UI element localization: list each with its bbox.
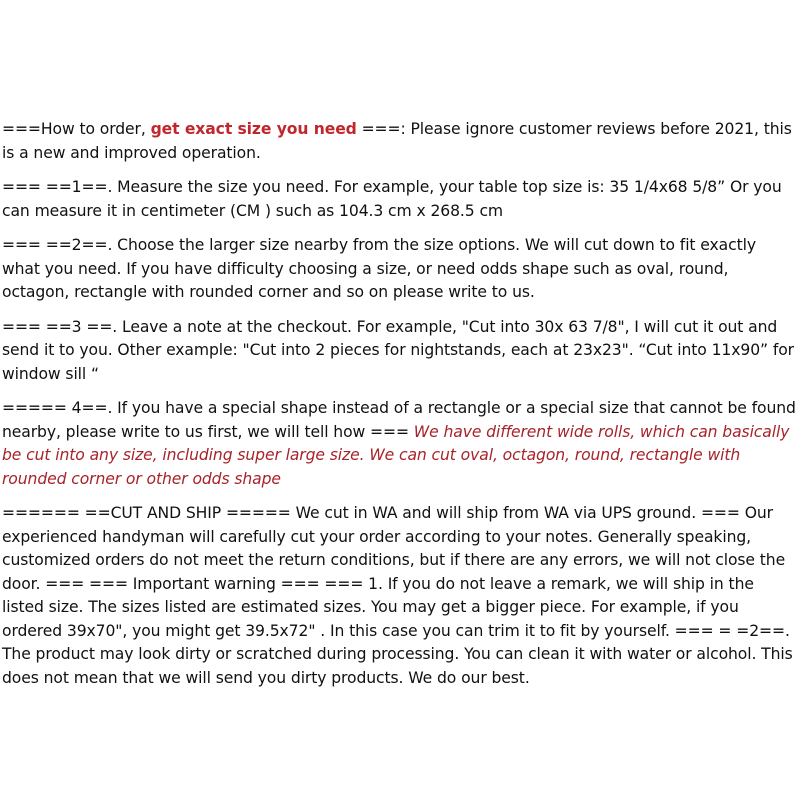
how-to-order-note: ===: Please ignore customer reviews before 2021, this is a new and improved operation. <box>2 120 792 162</box>
step-4-text: ===== 4==. If you have a special shape instead of a rectangle or a special size that cannot be found nearby, please write to us first, we will tell how === <box>2 399 796 441</box>
step-2-paragraph: === ==2==. Choose the larger size nearby from the size options. We will cut down to fit exactly what you need. If you have difficulty choosing a size, or need odds shape such as oval, round, octagon, rectangle with rounded corner and so on please write to us. <box>2 236 756 301</box>
how-to-order-lead: ===How to order, <box>2 120 151 138</box>
exact-size-highlight: get exact size you need <box>150 120 357 138</box>
how-to-order-paragraph <box>2 118 798 165</box>
order-instructions-document <box>2 118 798 701</box>
step-1-paragraph: === ==1==. Measure the size you need. For example, your table top size is: 35 1/4x68 5/8” Or you can measure it in centimeter (CM ) such as 104.3 cm x 268.5 cm <box>2 178 782 220</box>
step-4-paragraph <box>2 397 798 491</box>
step-3-paragraph: === ==3 ==. Leave a note at the checkout. For example, "Cut into 30x 63 7/8", I will cut it out and send it to you. Other example: "Cut into 2 pieces for nightstands, each at 23x23". “Cut into 11x90” for window sill “ <box>2 317 794 383</box>
cut-and-ship-paragraph: ====== ==CUT AND SHIP ===== We cut in WA and will ship from WA via UPS ground. === Our experienced handyman will carefully cut your order according to your notes. Generally speaking, customized orders do not meet the return conditions, but if there are any errors, we will not close the door. === === Important warning === === 1. If you do not leave a remark, we will ship in the listed size. The sizes listed are estimated sizes. You may get a bigger piece. For example, if you ordered 39x70", you might get 39.5x72" . In this case you can trim it to fit by yourself. === = =2==. The product may look dirty or scratched during processing. You can clean it with water or alcohol. This does not mean that we will send you dirty products. We do our best. <box>2 504 793 687</box>
wide-rolls-highlight: We have different wide rolls, which can basically be cut into any size, including super large size. We can cut oval, octagon, round, rectangle with rounded corner or other odds shape <box>2 422 790 488</box>
